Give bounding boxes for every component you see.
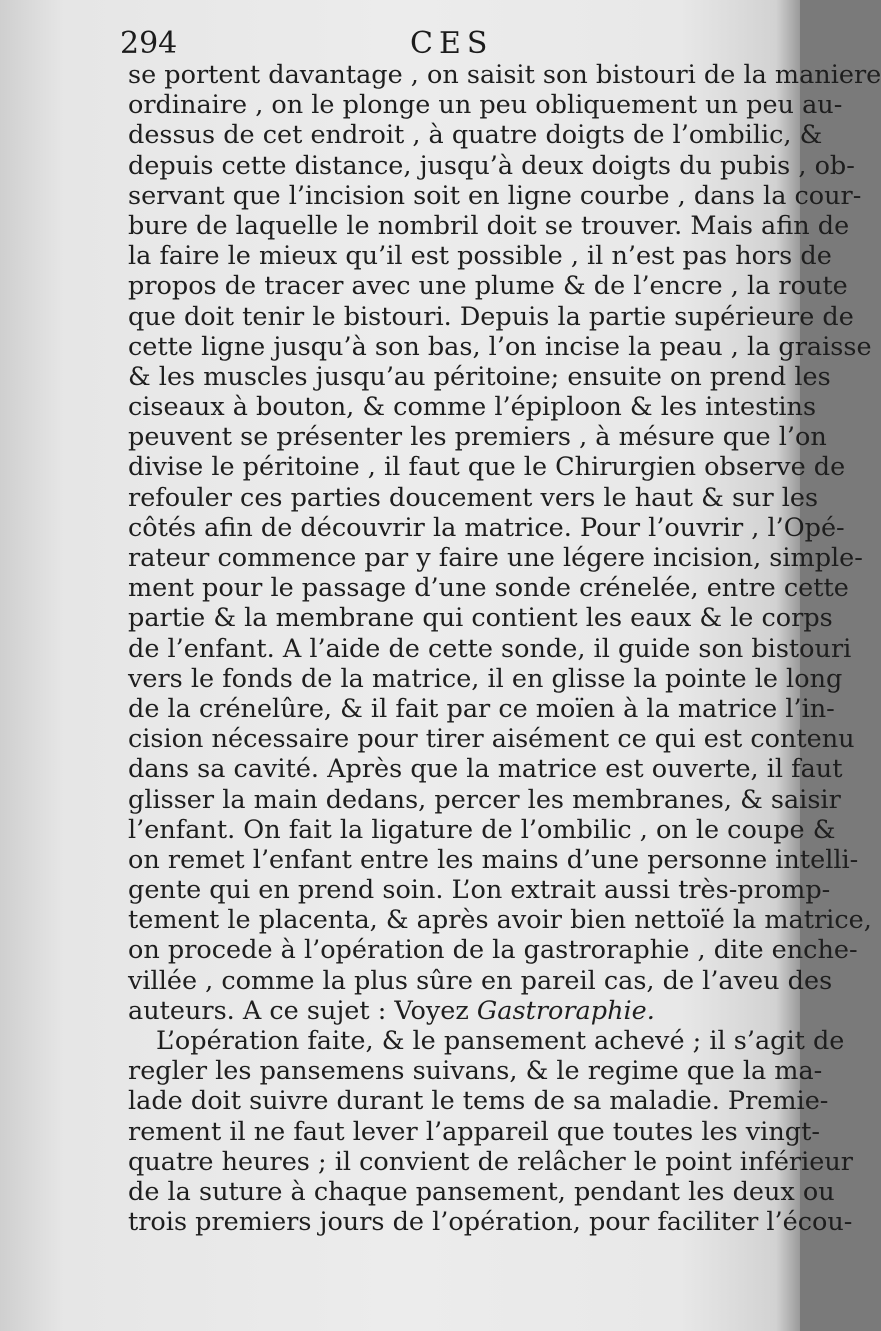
text-line: la faire le mieux qu’il est possible , il n’est pas hors de xyxy=(128,241,832,272)
text-line: dans sa cavité. Après que la matrice est ouverte, il faut xyxy=(128,754,843,785)
text-line: dessus de cet endroit , à quatre doigts de l’ombilic, & xyxy=(128,120,823,151)
text-line: tement le placenta, & après avoir bien nettoïé la matrice, xyxy=(128,905,872,936)
text-line-reference xyxy=(128,996,770,1026)
text-line: de l’enfant. A l’aide de cette sonde, il guide son bistouri xyxy=(128,633,852,664)
text-line: cette ligne jusqu’à son bas, l’on incise la peau , la graisse xyxy=(128,331,872,362)
reference-term: Gastroraphie. xyxy=(476,995,655,1026)
text-line: & les muscles jusqu’au péritoine; ensuite on prend les xyxy=(128,361,831,392)
text-line: propos de tracer avec une plume & de l’encre , la route xyxy=(128,271,848,302)
text-line: peuvent se présenter les premiers , à mésure que l’on xyxy=(128,422,827,453)
text-line: ment pour le passage d’une sonde crénelée, entre cette xyxy=(128,573,849,604)
text-line: villée , comme la plus sûre en pareil cas, de l’aveu des xyxy=(128,965,833,996)
text-line: côtés afin de découvrir la matrice. Pour l’ouvrir , l’Opé- xyxy=(128,512,845,543)
text-line: gente qui en prend soin. L’on extrait aussi très-promp- xyxy=(128,875,831,906)
text-line: cision nécessaire pour tirer aisément ce qui est contenu xyxy=(128,724,855,755)
text-line: de la crénelûre, & il fait par ce moïen à la matrice l’in- xyxy=(128,693,835,724)
text-line: lade doit suivre durant le tems de sa maladie. Premie- xyxy=(128,1086,829,1117)
text-line: partie & la membrane qui contient les eaux & le corps xyxy=(128,603,833,634)
text-line: que doit tenir le bistouri. Depuis la partie supérieure de xyxy=(128,301,854,332)
text-line: ciseaux à bouton, & comme l’épiploon & les intestins xyxy=(128,392,817,423)
text-line: depuis cette distance, jusqu’à deux doigts du pubis , ob- xyxy=(128,150,855,181)
text-line: quatre heures ; il convient de relâcher le point inférieur xyxy=(128,1146,853,1177)
paragraph-start: L’opération faite, & le pansement achevé ; il s’agit de xyxy=(156,1026,845,1056)
text-line: on remet l’enfant entre les mains d’une personne intelli- xyxy=(128,844,859,875)
text-line: de la suture à chaque pansement, pendant les deux ou xyxy=(128,1176,835,1207)
body-text xyxy=(128,60,881,1238)
text-line: on procede à l’opération de la gastroraphie , dite enche- xyxy=(128,935,858,966)
text-line: refouler ces parties doucement vers le haut & sur les xyxy=(128,482,819,513)
text-line: regler les pansemens suivans, & le regime que la ma- xyxy=(128,1056,823,1087)
text-line: rement il ne faut lever l’appareil que toutes les vingt- xyxy=(128,1116,820,1147)
text-line: l’enfant. On fait la ligature de l’ombilic , on le coupe & xyxy=(128,814,836,845)
text-line: glisser la main dedans, percer les membranes, & saisir xyxy=(128,784,841,815)
page-number: 294 xyxy=(120,26,178,61)
text-line: divise le péritoine , il faut que le Chirurgien observe de xyxy=(128,452,846,483)
text-line: rateur commence par y faire une légere incision, simple- xyxy=(128,543,863,573)
text-line: ordinaire , on le plonge un peu obliquement un peu au- xyxy=(128,90,843,121)
text-line: bure de laquelle le nombril doit se trouver. Mais afin de xyxy=(128,210,850,241)
text-line: vers le fonds de la matrice, il en glisse la pointe le long xyxy=(128,663,843,694)
text-line: servant que l’incision soit en ligne courbe , dans la cour- xyxy=(128,180,862,211)
text-line: se portent davantage , on saisit son bistouri de la maniere xyxy=(128,60,881,90)
reference-lead: auteurs. A ce sujet : Voyez xyxy=(128,995,477,1026)
running-head: CES xyxy=(410,26,494,61)
text-line: trois premiers jours de l’opération, pour faciliter l’écou- xyxy=(128,1207,853,1238)
